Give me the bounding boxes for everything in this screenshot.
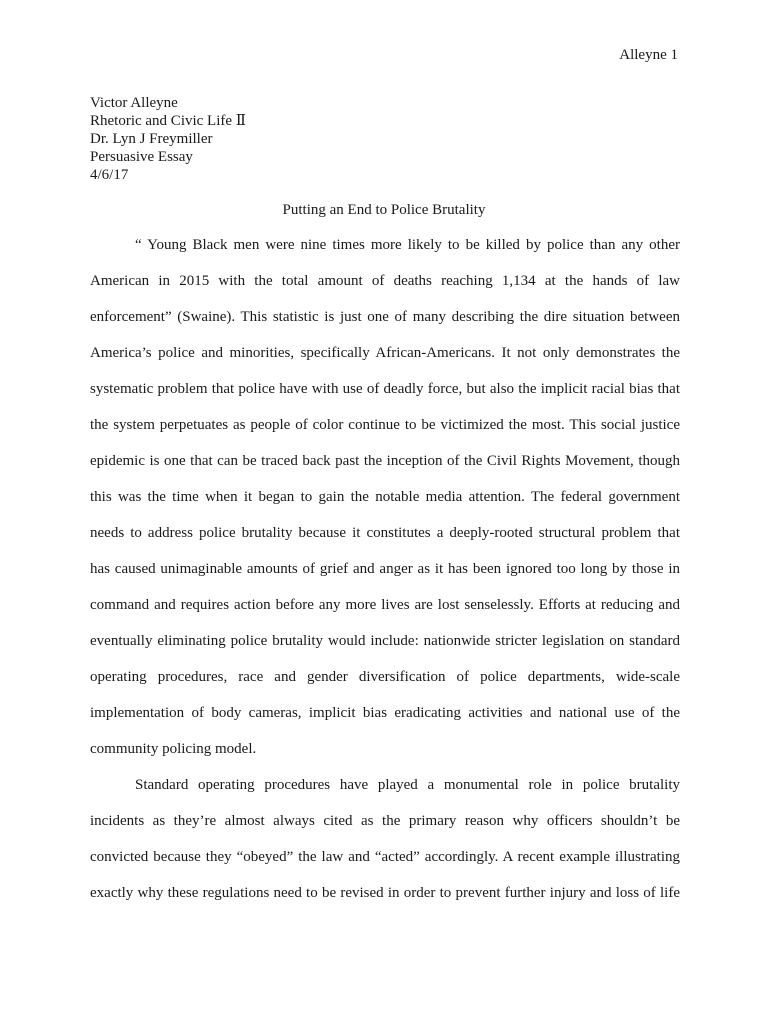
paragraph-1-line: command and requires action before any more lives are lost senselessly. Efforts at reducing and bbox=[90, 597, 680, 613]
paragraph-1-line: “ Young Black men were nine times more likely to be killed by police than any other bbox=[135, 237, 680, 253]
essay-body bbox=[90, 235, 680, 919]
paragraph-1-line: American in 2015 with the total amount of deaths reaching 1,134 at the hands of law bbox=[90, 273, 680, 289]
paragraph-1-line: epidemic is one that can be traced back past the inception of the Civil Rights Movement, though bbox=[90, 453, 680, 469]
paragraph-1-line: community policing model. bbox=[90, 741, 257, 757]
paragraph-1-line: needs to address police brutality because it constitutes a deeply-rooted structural problem that bbox=[90, 525, 680, 541]
essay-title: Putting an End to Police Brutality bbox=[282, 202, 486, 218]
paragraph-2-line: convicted because they “obeyed” the law and “acted” accordingly. A recent example illustrating bbox=[90, 849, 680, 865]
document-date: 4/6/17 bbox=[90, 167, 129, 183]
paragraph-1-line: has caused unimaginable amounts of grief and anger as it has been ignored too long by those in bbox=[90, 561, 680, 577]
paragraph-2-line: incidents as they’re almost always cited as the primary reason why officers shouldn’t be bbox=[90, 813, 680, 829]
paragraph-2-line: exactly why these regulations need to be revised in order to prevent further injury and loss of life bbox=[90, 885, 680, 901]
paragraph-1-line: implementation of body cameras, implicit bias eradicating activities and national use of the bbox=[90, 705, 680, 721]
paragraph-1-line: systematic problem that police have with use of deadly force, but also the implicit racial bias that bbox=[90, 381, 680, 397]
mla-heading bbox=[90, 94, 246, 184]
course-name: Rhetoric and Civic Life Ⅱ bbox=[90, 113, 246, 129]
paragraph-1-line: operating procedures, race and gender diversification of police departments, wide-scale bbox=[90, 669, 680, 685]
paragraph-2-line: Standard operating procedures have played a monumental role in police brutality bbox=[135, 777, 680, 793]
author-name: Victor Alleyne bbox=[90, 95, 178, 111]
paragraph-1-line: enforcement” (Swaine). This statistic is just one of many describing the dire situation between bbox=[90, 309, 680, 325]
paragraph-1-line: America’s police and minorities, specifically African-Americans. It not only demonstrates the bbox=[90, 345, 680, 361]
paragraph-1-line: eventually eliminating police brutality would include: nationwide stricter legislation on standard bbox=[90, 633, 680, 649]
running-head: Alleyne 1 bbox=[619, 47, 678, 63]
instructor-name: Dr. Lyn J Freymiller bbox=[90, 131, 213, 147]
assignment-name: Persuasive Essay bbox=[90, 149, 193, 165]
paragraph-1-line: this was the time when it began to gain the notable media attention. The federal government bbox=[90, 489, 680, 505]
paragraph-1-line: the system perpetuates as people of color continue to be victimized the most. This social justice bbox=[90, 417, 680, 433]
